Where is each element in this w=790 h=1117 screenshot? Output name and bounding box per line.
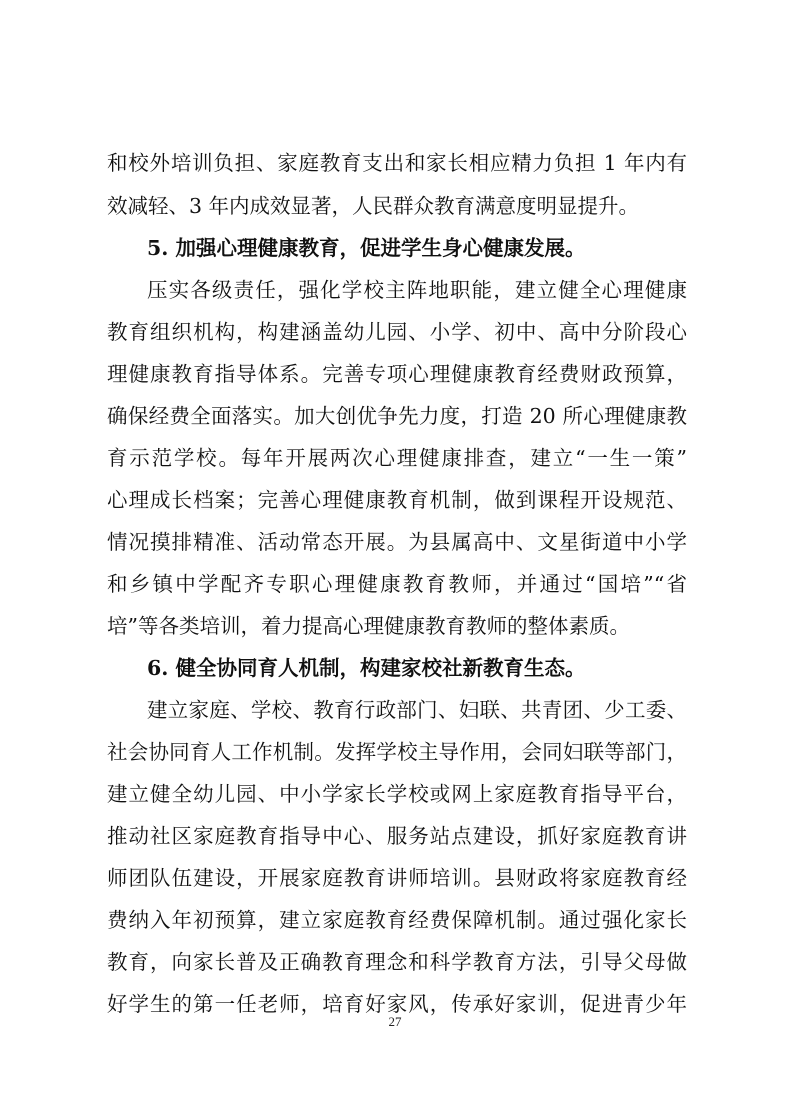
text-line-9: 心理成长档案；完善心理健康教育机制，做到课程开设规范、 bbox=[107, 488, 687, 512]
text-line-4: 压实各级责任，强化学校主阵地职能，建立健全心理健康 bbox=[147, 278, 687, 302]
text-line-21: 好学生的第一任老师，培育好家风，传承好家训，促进青少年 bbox=[107, 992, 687, 1016]
text-line-11: 和乡镇中学配齐专职心理健康教育教师，并通过“国培”“省 bbox=[107, 572, 687, 596]
text-line-2: 效减轻、3 年内成效显著，人民群众教育满意度明显提升。 bbox=[107, 194, 640, 218]
text-line-7: 确保经费全面落实。加大创优争先力度，打造 20 所心理健康教 bbox=[107, 404, 687, 428]
text-line-6: 理健康教育指导体系。完善专项心理健康教育经费财政预算， bbox=[107, 362, 687, 386]
text-line-12: 培”等各类培训，着力提高心理健康教育教师的整体素质。 bbox=[107, 614, 630, 638]
text-line-17: 推动社区家庭教育指导中心、服务站点建设，抓好家庭教育讲 bbox=[107, 824, 687, 848]
text-line-10: 情况摸排精准、活动常态开展。为县属高中、文星街道中小学 bbox=[107, 530, 687, 554]
text-line-18: 师团队伍建设，开展家庭教育讲师培训。县财政将家庭教育经 bbox=[107, 866, 687, 890]
text-line-19: 费纳入年初预算，建立家庭教育经费保障机制。通过强化家长 bbox=[107, 908, 687, 932]
text-line-20: 教育，向家长普及正确教育理念和科学教育方法，引导父母做 bbox=[107, 950, 687, 974]
text-line-15: 社会协同育人工作机制。发挥学校主导作用，会同妇联等部门， bbox=[107, 740, 687, 764]
text-line-16: 建立健全幼儿园、中小学家长学校或网上家庭教育指导平台， bbox=[107, 782, 687, 806]
text-line-14: 建立家庭、学校、教育行政部门、妇联、共青团、少工委、 bbox=[147, 698, 687, 722]
page-number: 27 bbox=[388, 1014, 402, 1029]
text-line-5: 教育组织机构，构建涵盖幼儿园、小学、初中、高中分阶段心 bbox=[107, 320, 687, 344]
text-line-8: 育示范学校。每年开展两次心理健康排查，建立“一生一策” bbox=[107, 446, 687, 470]
section-heading-6: 6. 健全协同育人机制，构建家校社新教育生态。 bbox=[147, 656, 586, 680]
text-line-1: 和校外培训负担、家庭教育支出和家长相应精力负担 1 年内有 bbox=[107, 151, 687, 175]
section-heading-5: 5. 加强心理健康教育，促进学生身心健康发展。 bbox=[147, 236, 586, 260]
